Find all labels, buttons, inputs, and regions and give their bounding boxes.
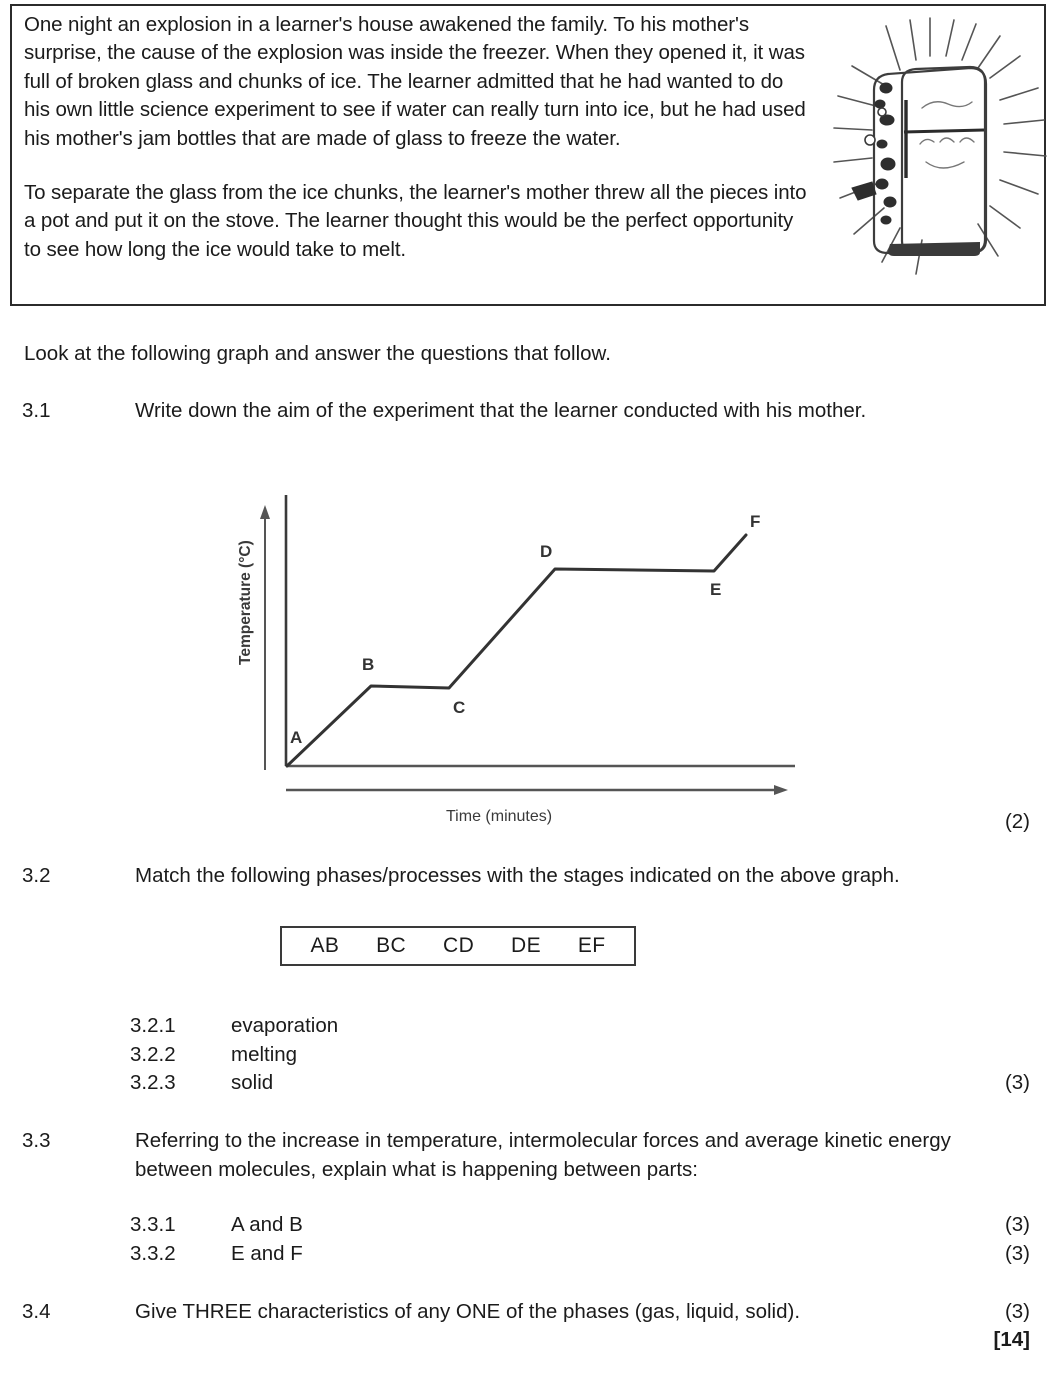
subitem-3-3-1 (130, 1211, 303, 1240)
question-3-4-text: Give THREE characteristics of any ONE of the phases (gas, liquid, solid). (135, 1300, 801, 1323)
stage-option-ab: AB (310, 934, 340, 957)
question-3-2-text: Match the following phases/processes with the stages indicated on the above graph. (135, 864, 900, 887)
question-3-2 (22, 862, 982, 891)
question-3-1-number: 3.1 (22, 399, 51, 422)
stage-option-bc: BC (376, 934, 407, 957)
subitem-3-2-3 (130, 1069, 338, 1098)
graph-point-label-d: D (540, 542, 553, 561)
marks-3-1: (2) (1004, 810, 1030, 833)
question-3-4 (22, 1298, 982, 1327)
subitem-3-2-1-text: evaporation (231, 1014, 339, 1037)
subitem-3-2-2-text: melting (231, 1042, 298, 1066)
subitem-3-3-2-number: 3.3.2 (130, 1241, 176, 1265)
total-marks: [14] (993, 1328, 1030, 1351)
marks-3-3-1: (3) (1004, 1213, 1030, 1236)
heating-curve-graph (210, 485, 820, 830)
question-3-3-number: 3.3 (22, 1129, 51, 1152)
question-3-3 (22, 1127, 982, 1184)
question-3-3-subitems (130, 1211, 303, 1268)
subitem-3-3-2 (130, 1240, 303, 1269)
subitem-3-2-2-number: 3.2.2 (130, 1042, 176, 1066)
scenario-paragraph-1: One night an explosion in a learner's house awakened the family. To his mother's surprise, the cause of the explosion was inside the freezer. When they opened it, it was full of broken glass and chunks of ice. The learner admitted that he had wanted to do his own little science experiment to see if water can really turn into ice, but he had used his mother's jam bottles that are made of glass to freeze the water. (24, 13, 806, 150)
stage-option-de: DE (511, 934, 541, 957)
subitem-3-3-1-text: A and B (231, 1213, 303, 1236)
question-3-1-text: Write down the aim of the experiment that the learner conducted with his mother. (135, 399, 867, 422)
stage-option-ef: EF (577, 934, 606, 957)
question-3-1 (22, 397, 982, 426)
scenario-box (10, 4, 1046, 306)
graph-point-label-f: F (750, 512, 761, 531)
subitem-3-2-2 (130, 1041, 338, 1070)
stage-options-box (280, 926, 636, 966)
instruction-line: Look at the following graph and answer the questions that follow. (24, 342, 611, 365)
question-3-2-subitems (130, 1012, 338, 1098)
marks-3-4: (3) (1004, 1300, 1030, 1323)
subitem-3-3-1-number: 3.3.1 (130, 1213, 176, 1236)
marks-3-2: (3) (1004, 1071, 1030, 1094)
marks-3-3-2: (3) (1004, 1242, 1030, 1265)
scenario-text (24, 11, 814, 264)
exploding-fridge-icon (830, 12, 1056, 302)
subitem-3-2-3-text: solid (231, 1071, 274, 1094)
subitem-3-3-2-text: E and F (231, 1241, 303, 1265)
question-3-4-number: 3.4 (22, 1300, 51, 1323)
subitem-3-2-1 (130, 1012, 338, 1041)
graph-x-axis-label: Time (minutes) (446, 808, 553, 825)
graph-point-label-b: B (362, 655, 375, 674)
graph-point-label-c: C (453, 698, 466, 717)
subitem-3-2-1-number: 3.2.1 (130, 1014, 176, 1037)
question-3-3-text: Referring to the increase in temperature, intermolecular forces and average kinetic energy between molecules, explain what is happening between parts: (135, 1129, 951, 1181)
stage-option-cd: CD (443, 934, 475, 957)
scenario-paragraph-2: To separate the glass from the ice chunks, the learner's mother threw all the pieces into a pot and put it on the stove. The learner thought this would be the perfect opportunity to see how long the ice would take to melt. (24, 181, 807, 261)
graph-point-label-e: E (710, 580, 722, 599)
graph-y-axis-label: Temperature (°C) (237, 540, 254, 665)
graph-point-label-a: A (290, 728, 303, 747)
question-3-2-number: 3.2 (22, 864, 51, 887)
subitem-3-2-3-number: 3.2.3 (130, 1071, 176, 1094)
